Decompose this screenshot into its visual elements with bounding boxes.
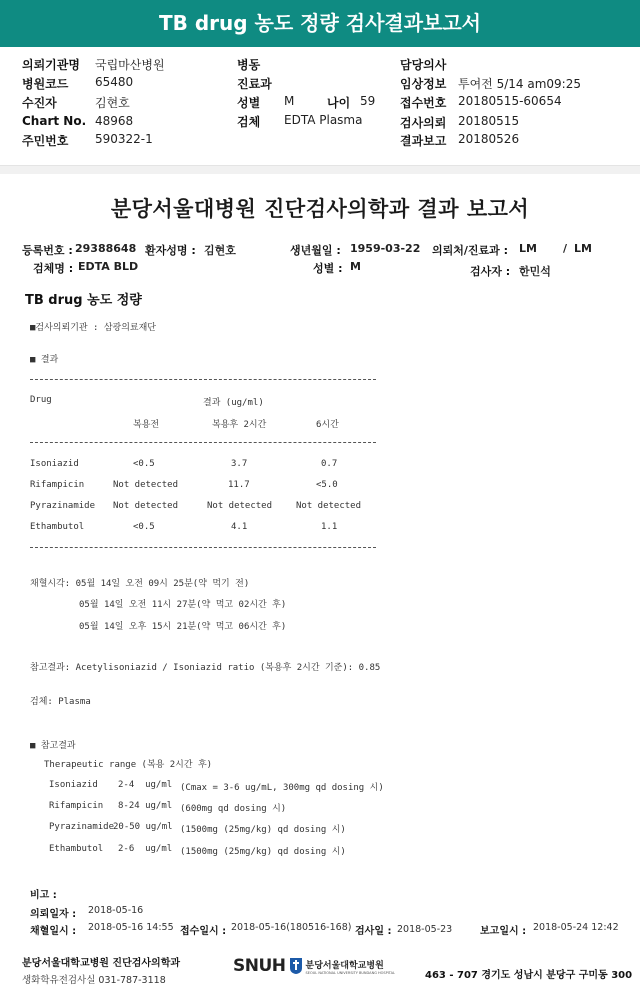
patient-name-value: 김현호 bbox=[204, 244, 236, 257]
receipt-time-value: 2018-05-16(180516-168) bbox=[231, 922, 352, 933]
receipt-no-value: 20180515-60654 bbox=[458, 94, 562, 108]
reference-drug: Ethambutol bbox=[49, 844, 104, 854]
reference-drug: Isoniazid bbox=[49, 780, 98, 790]
resident-no-value: 590322-1 bbox=[95, 132, 153, 146]
report-header-bar bbox=[0, 0, 640, 47]
request-date-value: 2018-05-16 bbox=[88, 905, 144, 916]
chart-no-label: Chart No. bbox=[22, 114, 87, 128]
sampling-time: 05월 14일 오전 11시 27분(약 먹고 02시간 후) bbox=[79, 600, 287, 610]
sampling-time: 05월 14일 오후 15시 21분(약 먹고 06시간 후) bbox=[79, 622, 287, 632]
doctor-label: 담당의사 bbox=[400, 58, 447, 72]
column-drug: Drug bbox=[30, 395, 52, 405]
request-date-label: 의뢰일자 : bbox=[30, 909, 77, 920]
dashed-divider bbox=[30, 442, 376, 443]
chart-no-value: 48968 bbox=[95, 114, 134, 128]
hospital-code-value: 65480 bbox=[95, 75, 134, 89]
reference-note: (600mg qd dosing 시) bbox=[180, 804, 287, 814]
test-request-value: 20180515 bbox=[458, 114, 520, 128]
hospital-address: 463 - 707 경기도 성남시 분당구 구미동 300 bbox=[425, 970, 633, 981]
referral-separator: / bbox=[563, 242, 568, 255]
tester-value: 한민석 bbox=[519, 265, 551, 278]
dashed-divider bbox=[30, 547, 376, 548]
birth-date-value: 1959-03-22 bbox=[350, 242, 421, 255]
reference-ratio: 참고결과: Acetylisoniazid / Isoniazid ratio (복용후 2시간 기준): 0.85 bbox=[30, 663, 381, 673]
six-hour-value: 1.1 bbox=[321, 522, 338, 532]
recipient-value: 김현호 bbox=[95, 96, 130, 110]
lab-report-document bbox=[0, 174, 640, 1000]
registration-value: 29388648 bbox=[75, 242, 137, 255]
column-6h: 6시간 bbox=[316, 420, 339, 430]
drug-name: Rifampicin bbox=[30, 480, 85, 490]
reference-note: (1500mg (25mg/kg) qd dosing 시) bbox=[180, 825, 346, 835]
referral-label: 의뢰처/진료과 : bbox=[432, 244, 509, 257]
sampling-time: 채혈시각: 05월 14일 오전 09시 25분(약 먹기 전) bbox=[30, 579, 250, 589]
result-report-value: 20180526 bbox=[458, 132, 520, 146]
reference-range: 2-6 ug/ml bbox=[118, 844, 173, 854]
reference-range: 20-50 ug/ml bbox=[113, 822, 173, 832]
result-heading: ■ 결과 bbox=[30, 355, 59, 365]
ward-label: 병동 bbox=[237, 58, 261, 72]
draw-time-value: 2018-05-16 14:55 bbox=[88, 922, 174, 933]
column-result: 결과 (ug/ml) bbox=[203, 398, 264, 408]
reference-range: 2-4 ug/ml bbox=[118, 780, 173, 790]
two-hour-value: 4.1 bbox=[231, 522, 248, 532]
institution-value: 국립마산병원 bbox=[95, 58, 165, 72]
sex-label-2: 성별 : bbox=[313, 262, 343, 275]
sex-value-2: M bbox=[350, 260, 361, 273]
referral-value: LM bbox=[519, 242, 537, 255]
test-date-value: 2018-05-23 bbox=[397, 924, 453, 935]
section-title: TB drug 농도 정량 bbox=[25, 293, 142, 308]
specimen-value: EDTA Plasma bbox=[284, 113, 363, 127]
logo-hospital-name: 분당서울대학교병원 bbox=[305, 960, 384, 971]
header-title: TB drug 농도 정량 검사결과보고서 bbox=[159, 11, 481, 35]
six-hour-value: 0.7 bbox=[321, 459, 338, 469]
institution-label: 의뢰기관명 bbox=[22, 58, 80, 72]
department-name: 분당서울대학교병원 진단검사의학과 bbox=[22, 958, 181, 969]
request-info-panel bbox=[0, 48, 640, 166]
pre-dose-value: <0.5 bbox=[133, 522, 155, 532]
test-date-label: 검사일 : bbox=[355, 926, 392, 937]
logo-english-name: SEOUL NATIONAL UNIVERSITY BUNDANG HOSPITAL bbox=[305, 970, 395, 975]
six-hour-value: Not detected bbox=[296, 501, 362, 511]
lab-institution: ■검사의뢰기관 : 삼광의료재단 bbox=[30, 323, 157, 333]
logo-mark: SNUH bbox=[233, 956, 286, 976]
recipient-label: 수진자 bbox=[22, 96, 57, 110]
department-label: 진료과 bbox=[237, 77, 272, 91]
specimen-name-value: EDTA BLD bbox=[78, 260, 139, 273]
registration-label: 등록번호 : bbox=[22, 244, 73, 257]
receipt-no-label: 접수번호 bbox=[400, 96, 447, 110]
drug-name: Isoniazid bbox=[30, 459, 79, 469]
drug-name: Ethambutol bbox=[30, 522, 85, 532]
reference-drug: Pyrazinamide bbox=[49, 822, 115, 832]
referral-value-2: LM bbox=[574, 242, 592, 255]
two-hour-value: Not detected bbox=[207, 501, 273, 511]
patient-name-label: 환자성명 : bbox=[145, 244, 196, 257]
tester-label: 검사자 : bbox=[470, 265, 511, 278]
drug-name: Pyrazinamide bbox=[30, 501, 96, 511]
report-time-value: 2018-05-24 12:42 bbox=[533, 922, 619, 933]
remarks-label: 비고 : bbox=[30, 890, 57, 901]
therapeutic-range-title: Therapeutic range (복용 2시간 후) bbox=[44, 760, 213, 770]
section-divider bbox=[0, 166, 640, 174]
reference-range: 8-24 ug/ml bbox=[118, 801, 173, 811]
receipt-time-label: 접수일시 : bbox=[180, 926, 227, 937]
dashed-divider bbox=[30, 379, 376, 380]
hospital-emblem-icon bbox=[289, 957, 303, 975]
hospital-logo bbox=[233, 956, 395, 976]
reference-drug: Rifampicin bbox=[49, 801, 104, 811]
reference-note: (1500mg (25mg/kg) qd dosing 시) bbox=[180, 847, 346, 857]
draw-time-label: 채혈일시 : bbox=[30, 926, 77, 937]
result-report-label: 결과보고 bbox=[400, 134, 447, 148]
report-title: 분당서울대병원 진단검사의학과 결과 보고서 bbox=[110, 197, 530, 221]
sex-label: 성별 bbox=[237, 96, 261, 110]
birth-date-label: 생년월일 : bbox=[290, 244, 341, 257]
sex-value: M bbox=[284, 94, 295, 108]
clinical-info-value: 투여전 5/14 am09:25 bbox=[458, 77, 581, 91]
column-pre-dose: 복용전 bbox=[133, 420, 160, 430]
pre-dose-value: Not detected bbox=[113, 480, 179, 490]
two-hour-value: 11.7 bbox=[228, 480, 250, 490]
hospital-code-label: 병원코드 bbox=[22, 77, 69, 91]
report-time-label: 보고일시 : bbox=[480, 926, 527, 937]
two-hour-value: 3.7 bbox=[231, 459, 248, 469]
specimen-label: 검체 bbox=[237, 115, 261, 129]
six-hour-value: <5.0 bbox=[316, 480, 338, 490]
resident-no-label: 주민번호 bbox=[22, 134, 69, 148]
clinical-info-label: 임상정보 bbox=[400, 77, 447, 91]
test-request-label: 검사의뢰 bbox=[400, 116, 447, 130]
age-label: 나이 bbox=[327, 96, 351, 110]
reference-note: (Cmax = 3-6 ug/mL, 300mg qd dosing 시) bbox=[180, 783, 384, 793]
pre-dose-value: <0.5 bbox=[133, 459, 155, 469]
reference-heading: ■ 참고결과 bbox=[30, 741, 76, 751]
specimen-line: 검체: Plasma bbox=[30, 697, 91, 707]
pre-dose-value: Not detected bbox=[113, 501, 179, 511]
specimen-name-label: 검체명 : bbox=[33, 262, 74, 275]
lab-phone: 생화학유전검사실 031-787-3118 bbox=[22, 975, 166, 986]
column-2h: 복용후 2시간 bbox=[212, 420, 267, 430]
age-value: 59 bbox=[360, 94, 376, 108]
